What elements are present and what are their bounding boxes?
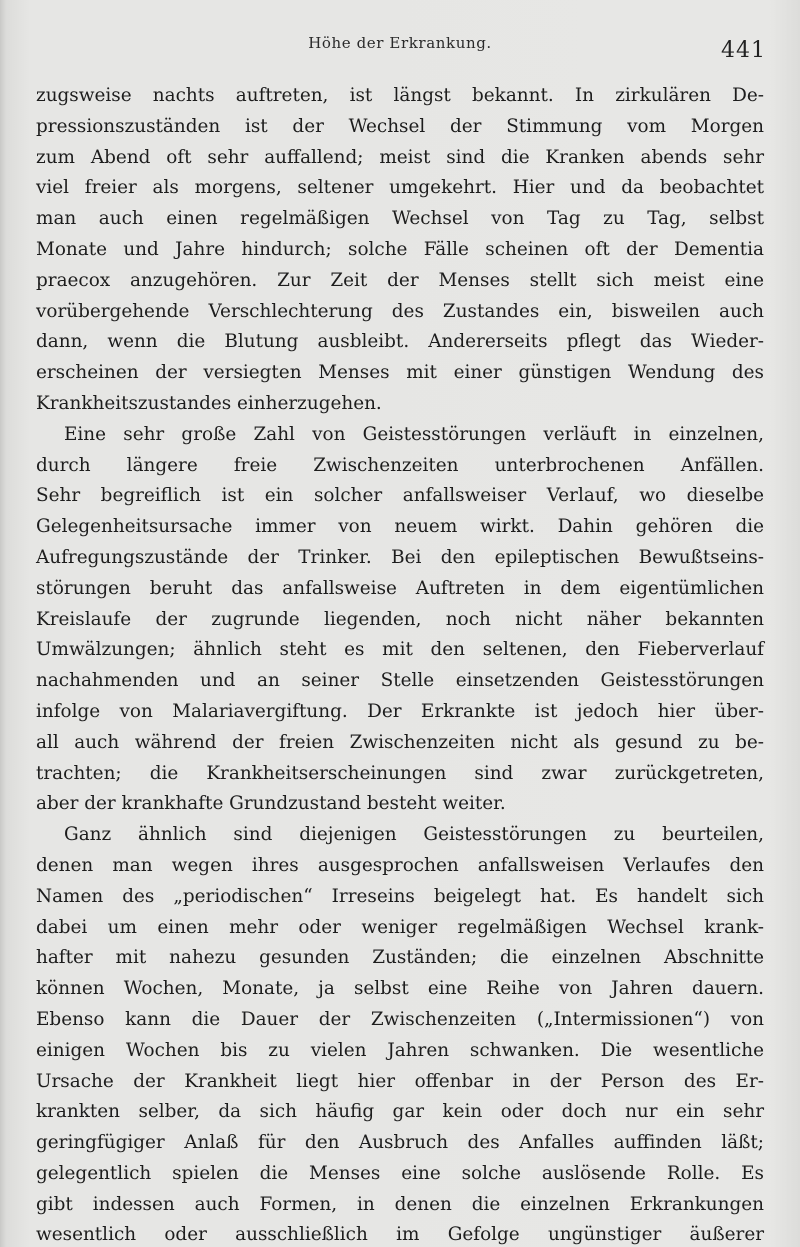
text-line: geringfügiger Anlaß für den Ausbruch des Anfalles auffinden läßt;: [36, 1132, 764, 1154]
text-line: Umwälzungen; ähnlich steht es mit den seltenen, den Fieberverlauf: [36, 639, 764, 661]
text-line: Aufregungszustände der Trinker. Bei den epileptischen Bewußtseins-: [36, 546, 764, 568]
text-line: zugsweise nachts auftreten, ist längst bekannt. In zirkulären De-: [36, 85, 764, 106]
page-number: 441: [721, 38, 766, 63]
text-line: Monate und Jahre hindurch; solche Fälle scheinen oft der Dementia: [36, 238, 764, 260]
text-line: Ebenso kann die Dauer der Zwischenzeiten („Intermissionen“) von: [36, 1008, 764, 1030]
text-line: Gelegenheitsursache immer von neuem wirkt. Dahin gehören die: [36, 516, 764, 538]
text-line: Kreislaufe der zugrunde liegenden, noch nicht näher bekannten: [36, 608, 764, 630]
text-line: Eine sehr große Zahl von Geistesstörungen verläuft in einzelnen,: [64, 423, 764, 445]
text-line: Krankheitszustandes einherzugehen.: [36, 392, 382, 414]
text-line: dabei um einen mehr oder weniger regelmäßigen Wechsel krank-: [36, 916, 764, 938]
running-title: Höhe der Erkrankung.: [308, 34, 492, 52]
text-line: gibt indessen auch Formen, in denen die einzelnen Erkrankungen: [36, 1193, 764, 1215]
text-line: einigen Wochen bis zu vielen Jahren schwanken. Die wesentliche: [36, 1039, 764, 1061]
text-line: Sehr begreiflich ist ein solcher anfallsweiser Verlauf, wo dieselbe: [36, 485, 764, 507]
text-line: hafter mit nahezu gesunden Zuständen; die einzelnen Abschnitte: [36, 947, 764, 969]
page-header: [0, 34, 800, 64]
text-line: gelegentlich spielen die Menses eine solche auslösende Rolle. Es: [36, 1162, 764, 1184]
text-line: krankten selber, da sich häufig gar kein oder doch nur ein sehr: [36, 1101, 764, 1123]
text-line: zum Abend oft sehr auffallend; meist sind die Kranken abends sehr: [36, 146, 764, 168]
text-line: Ursache der Krankheit liegt hier offenbar in der Person des Er-: [36, 1070, 764, 1092]
text-line: praecox anzugehören. Zur Zeit der Menses stellt sich meist eine: [36, 269, 764, 291]
text-line: nachahmenden und an seiner Stelle einsetzenden Geistesstörungen: [36, 670, 764, 692]
text-line: denen man wegen ihres ausgesprochen anfallsweisen Verlaufes den: [36, 854, 764, 876]
text-line: trachten; die Krankheitserscheinungen sind zwar zurückgetreten,: [36, 762, 764, 784]
text-line: wesentlich oder ausschließlich im Gefolge ungünstiger äußerer: [36, 1224, 764, 1246]
text-line: pressionszuständen ist der Wechsel der Stimmung vom Morgen: [36, 115, 764, 137]
text-line: dann, wenn die Blutung ausbleibt. Andererseits pflegt das Wieder-: [36, 331, 764, 353]
text-line: vorübergehende Verschlechterung des Zustandes ein, bisweilen auch: [36, 300, 764, 322]
text-line: durch längere freie Zwischenzeiten unterbrochenen Anfällen.: [36, 454, 764, 476]
body-text: [36, 81, 764, 1247]
text-line: erscheinen der versiegten Menses mit einer günstigen Wendung des: [36, 362, 764, 384]
text-line: können Wochen, Monate, ja selbst eine Reihe von Jahren dauern.: [36, 978, 764, 1000]
text-line: Ganz ähnlich sind diejenigen Geistesstörungen zu beurteilen,: [64, 824, 764, 846]
text-line: man auch einen regelmäßigen Wechsel von Tag zu Tag, selbst: [36, 208, 764, 230]
text-line: all auch während der freien Zwischenzeiten nicht als gesund zu be-: [36, 731, 764, 753]
text-line: viel freier als morgens, seltener umgekehrt. Hier und da beobachtet: [36, 177, 764, 199]
text-line: Namen des „periodischen“ Irreseins beigelegt hat. Es handelt sich: [36, 885, 764, 907]
text-line: infolge von Malariavergiftung. Der Erkrankte ist jedoch hier über-: [36, 700, 764, 722]
text-line: aber der krankhafte Grundzustand besteht weiter.: [36, 793, 506, 815]
text-line: störungen beruht das anfallsweise Auftreten in dem eigentümlichen: [36, 577, 764, 599]
